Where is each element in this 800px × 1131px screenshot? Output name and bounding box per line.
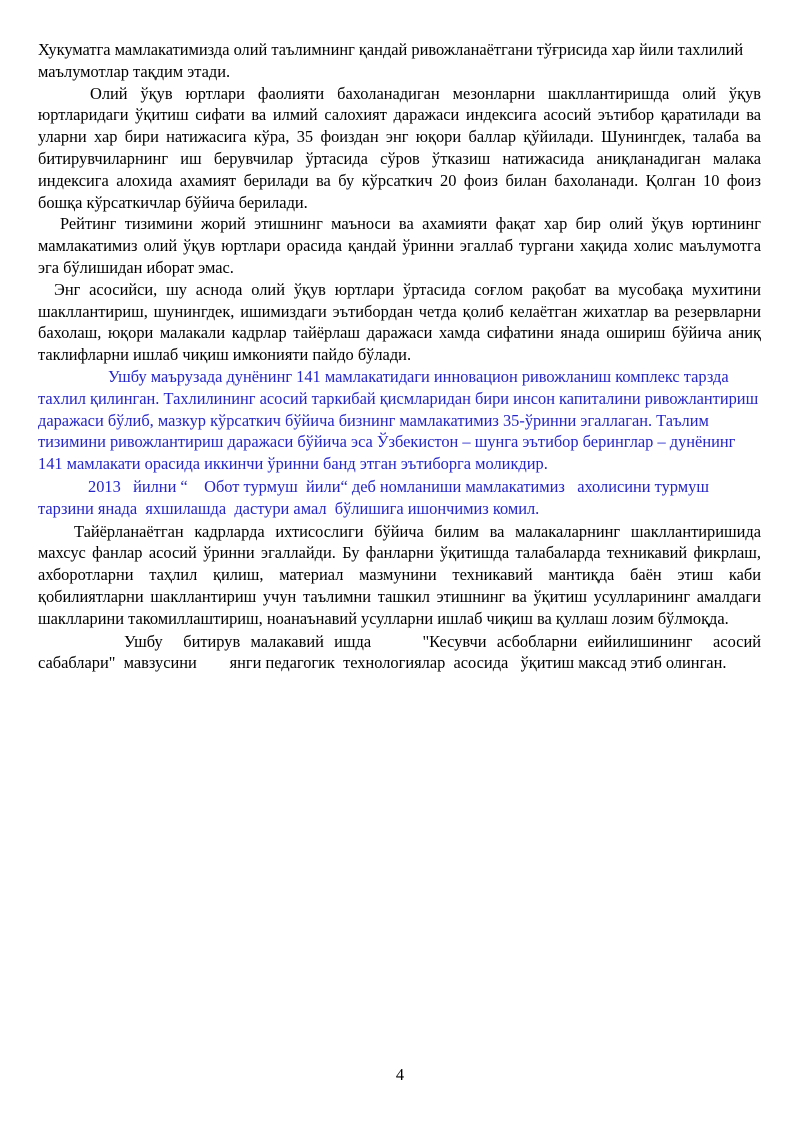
document-page [38, 39, 766, 674]
paragraph-8: Ушбу битирув малакавий ишда "Кесувчи асбобларни еийилишининг асосий сабаблари" мавзусини янги педагогик технологиялар асосида ўқитиш максад этиб олинган. [38, 631, 766, 673]
page-number: 4 [395, 1065, 405, 1084]
paragraph-2: Олий ўқув юртлари фаолияти бахоланадиган мезонларни шакллантиришда олий ўқув юртларидаги ўқитиш сифати ва илмий салохият даражаси индексига асосий эътибор қаратилади ва уларни хар бири натижасига кўра, 35 фоиздан энг юқори баллар қўйилади. Шунингдек, талаба ва битирувчиларнинг иш берувчилар ўртасида сўров ўтказиш натижасида аниқланадиган малака индексига алохида ахамият берилади ва бу кўрсаткич 20 фоиз билан бахоланади. Қолган 10 фоиз бошқа кўрсаткичлар бўйича берилади. [38, 83, 761, 212]
paragraph-5-highlighted: Ушбу маърузада дунёнинг 141 мамлакатидаги инновацион ривожланиш комплекс тарзда тахлил қилинган. Тахлилининг асосий таркибай қисмларидан бири инсон капиталини ривожлантириш даражаси бўлиб, мазкур кўрсаткич бўйича бизнинг мамлакатимиз 35-ўринни эгаллаган. Таълим тизимини ривожлантириш даражаси бўйича эса Ўзбекистон – шунга эътибор беринглар – дунёнинг 141 мамлакати орасида иккинчи ўринни банд этган эътиборга моликдир. [38, 366, 759, 474]
paragraph-1: Хукуматга мамлакатимизда олий таълимнинг қандай ривожланаётгани тўғрисида хар йили тахлилий маълумотлар тақдим этади. [38, 40, 744, 81]
paragraph-3: Рейтинг тизимини жорий этишнинг маъноси ва ахамияти фақат хар бир олий ўқув юртининг мамлакатимиз олий ўқув юртлари орасида қандай ўринни эгаллаб тургани хақида холис маълумотга эга бўлишидан иборат эмас. [38, 214, 761, 277]
paragraph-6-highlighted: 2013 йилни “ Обот турмуш йили“ деб номланиши мамлакатимиз ахолисини турмуш тарзини янада яхшилашда дастури амал бўлишига ишончимиз комил. [38, 476, 714, 518]
paragraph-4: Энг асосийси, шу аснода олий ўқув юртлари ўртасида соғлом рақобат ва мусобақа мухитини шакллантириш, шунингдек, ишимиздаги эътибордан четда қолиб келаётган жихатлар ва резервларни бахолаш, юқори малакали кадрлар тайёрлаш даражаси хамда сифатини янада ошириш бўйича аниқ таклифларни ишлаб чиқиш имконияти пайдо бўлади. [38, 279, 761, 365]
paragraph-7: Тайёрланаётган кадрларда ихтисослиги бўйича билим ва малакаларнинг шакллантиришида махсус фанлар асосий ўринни эгаллайди. Бу фанларни ўқитишда талабаларда техникавий фикрлаш, ахборотларни таҳлил қилиш, материал мазмунини техникавий мантиқда баён этиш каби қобилиятларни шакллантириш учун таълимни ташкил этишнинг ва ўқитиш усулларининг амалдаги шаклларини такомиллаштириш, ноанаънавий усулларни ишлаб чиқиш ва қуллаш лозим бўлмоқда. [38, 521, 761, 628]
